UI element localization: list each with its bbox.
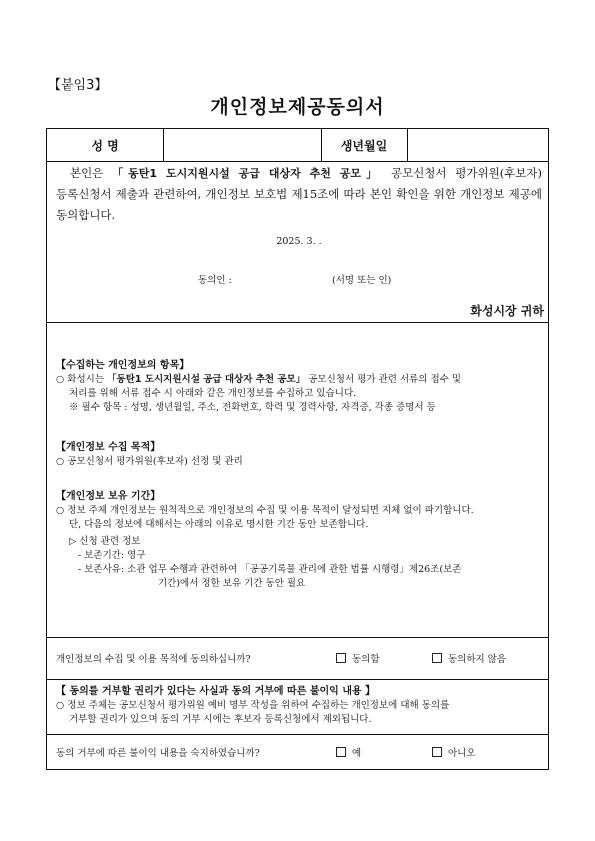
- refusal-section: [56, 685, 542, 727]
- retention-line: ▷ 신청 관련 정보: [69, 536, 141, 547]
- refusal-line: 거부할 권리가 있으며 동의 거부 시에는 후보자 등록신청에서 제외됩니다.: [69, 714, 372, 725]
- row-divider: [47, 161, 548, 162]
- consent-question-row: [56, 637, 542, 679]
- collection-section: [56, 359, 542, 415]
- retention-line: - 보존기간: 영구: [78, 550, 146, 561]
- birth-field[interactable]: [407, 129, 549, 161]
- retention-line: - 보존사유: 소관 업무 수행과 관련하여 「공공기록물 관리에 관한 법률 시행령」제26조(보존: [78, 564, 462, 575]
- addressee: 화성시장 귀하: [470, 304, 544, 318]
- checkbox-icon[interactable]: [432, 653, 442, 663]
- collection-line: 처리를 위해 서류 접수 시 아래와 같은 개인정보를 수집하고 있습니다.: [69, 388, 357, 399]
- retention-line: ○ 정보 주체 개인정보는 원칙적으로 개인정보의 수집 및 이용 목적이 달성되면 지체 없이 파기합니다.: [56, 505, 474, 516]
- required-items: ※ 필수 항목 : 성명, 생년월일, 주소, 전화번호, 학력 및 경력사항, 자격증, 각종 증명서 등: [69, 402, 436, 413]
- retention-line: 기간)에서 정한 보유 기간 동안 필요: [158, 578, 306, 589]
- consent-intro-prefix: 본인은: [70, 166, 113, 180]
- name-label: 성 명: [91, 138, 119, 153]
- yes-option[interactable]: 예: [336, 745, 432, 759]
- collection-line: ○ 화성시는 「동탄1 도시지원시설 공급 대상자 추천 공모」 공모신청서 평가 관련 서류의 접수 및: [56, 374, 462, 385]
- sign-hint[interactable]: (서명 또는 인): [332, 275, 392, 286]
- row-divider: [47, 679, 548, 680]
- consent-date: 2025. 3. .: [276, 236, 322, 247]
- consent-form: [46, 128, 549, 770]
- disagree-option[interactable]: 동의하지 않음: [432, 651, 506, 665]
- purpose-heading: 【개인정보 수집 목적】: [56, 442, 161, 453]
- consent-statement: [56, 163, 542, 226]
- retention-section: [56, 490, 542, 591]
- checkbox-icon[interactable]: [432, 747, 442, 757]
- consent-question: 개인정보의 수집 및 이용 목적에 동의하십니까?: [56, 654, 251, 665]
- project-name: 「동탄1 도시지원시설 공급 대상자 추천 공모」: [112, 167, 383, 180]
- purpose-section: [56, 441, 542, 469]
- checkbox-icon[interactable]: [336, 653, 346, 663]
- agree-option[interactable]: 동의함: [336, 651, 432, 665]
- birth-label: 생년월일: [340, 138, 388, 153]
- consent-intro-suffix: 공모신청서 평가위원(후보자) 등록신청서 제출과 관련하여, 개인정보 보호법 제15조에 따라 본인 확인을 위한 개인정보 제공에 동의합니다.: [56, 166, 543, 222]
- acknowledge-question: 동의 거부에 따른 불이익 내용을 숙지하였습니까?: [56, 747, 260, 759]
- no-option[interactable]: 아니오: [432, 745, 476, 759]
- signer-label: 동의인 :: [198, 275, 232, 286]
- checkbox-icon[interactable]: [336, 747, 346, 757]
- purpose-line: ○ 공모신청서 평가위원(후보자) 선정 및 관리: [56, 456, 243, 467]
- retention-line: 단, 다음의 정보에 대해서는 아래의 이유로 명시한 기간 동안 보존합니다.: [69, 519, 369, 530]
- attachment-label: 【붙임3】: [48, 78, 108, 93]
- collection-heading: 【수집하는 개인정보의 항목】: [56, 360, 190, 371]
- acknowledge-question-row: [56, 734, 542, 769]
- document-title: 개인정보제공동의서: [210, 96, 385, 118]
- project-name: 「동탄1 도시지원시설 공급 대상자 추천 공모」: [107, 374, 306, 385]
- refusal-line: ○ 정보 주체는 공모신청서 평가위원 예비 명부 작성을 위하여 수집하는 개인정보에 대해 동의를: [56, 700, 450, 711]
- refusal-heading: 【 동의를 거부할 권리가 있다는 사실과 동의 거부에 따른 불이익 내용 】: [56, 686, 376, 697]
- name-field[interactable]: [163, 129, 321, 161]
- row-divider: [47, 322, 548, 323]
- retention-heading: 【개인정보 보유 기간】: [56, 491, 161, 502]
